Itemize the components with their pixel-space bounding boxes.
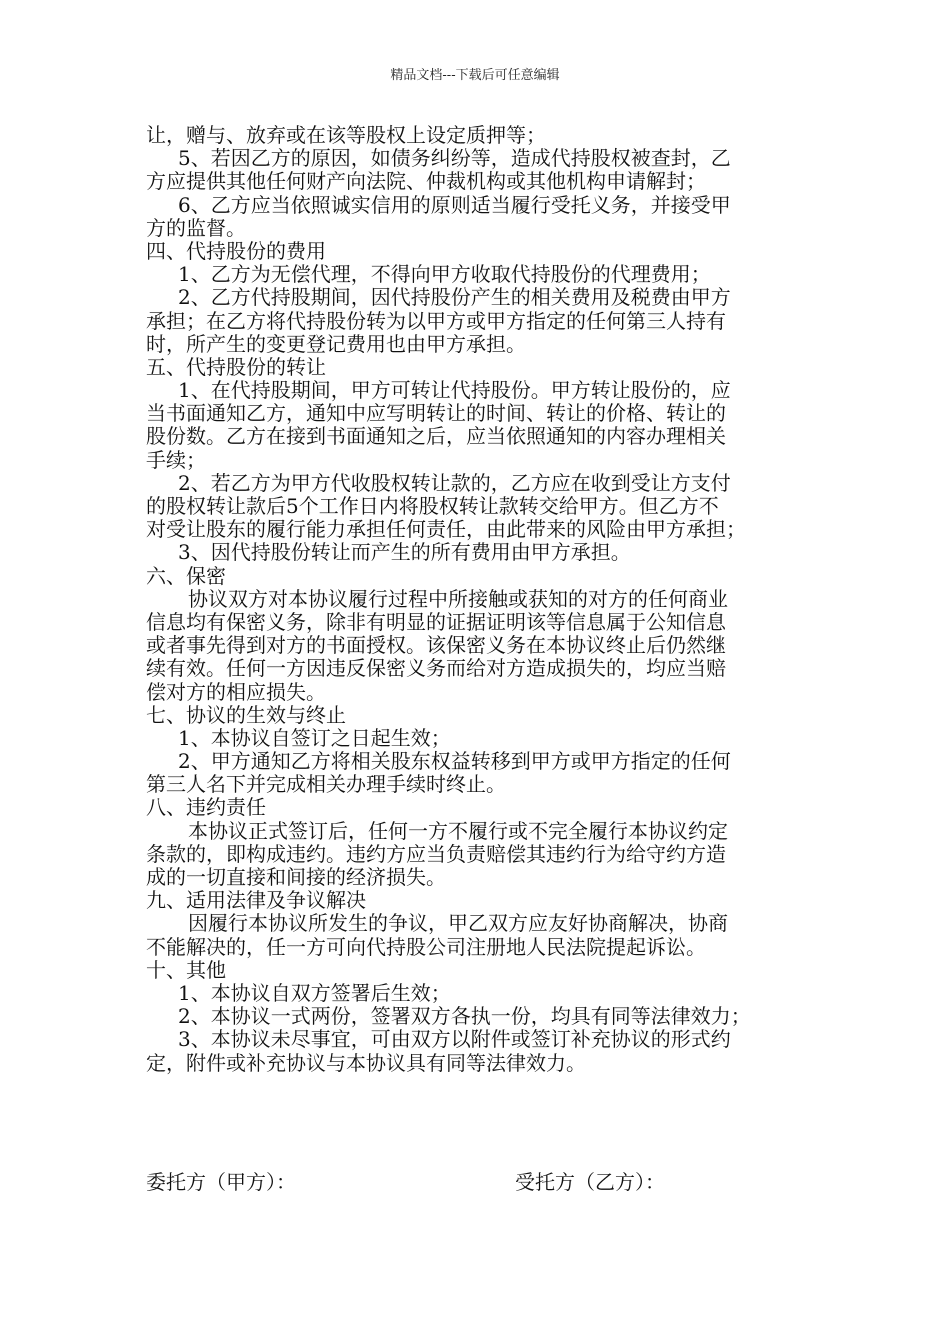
text-line: 方的监督。: [146, 215, 246, 240]
text-line: 1、在代持股期间，甲方可转让代持股份。甲方转让股份的，应: [178, 378, 731, 403]
text-line: 2、本协议一式两份，签署双方各执一份，均具有同等法律效力；: [178, 1004, 751, 1029]
signature-party-b: 受托方（乙方）：: [515, 1170, 665, 1194]
document-body: [146, 124, 816, 1075]
text-line: 九、适用法律及争议解决: [146, 888, 366, 913]
text-line: 协议双方对本协议履行过程中所接触或获知的对方的任何商业: [188, 586, 728, 611]
text-line: 2、若乙方为甲方代收股权转让款的，乙方应在收到受让方支付: [178, 470, 731, 495]
text-line: 续有效。任何一方因违反保密义务而给对方造成损失的，均应当赔: [146, 656, 726, 681]
text-line: 定，附件或补充协议与本协议具有同等法律效力。: [146, 1050, 586, 1075]
text-line: 十、其他: [146, 957, 226, 982]
text-line: 因履行本协议所发生的争议，甲乙双方应友好协商解决，协商: [188, 911, 728, 936]
text-line: 1、乙方为无偿代理，不得向甲方收取代持股份的代理费用；: [178, 262, 711, 287]
text-line: 1、本协议自签订之日起生效；: [178, 725, 451, 750]
text-line: 2、乙方代持股期间，因代持股份产生的相关费用及税费由甲方: [178, 285, 731, 310]
text-line: 2、甲方通知乙方将相关股东权益转移到甲方或甲方指定的任何: [178, 749, 731, 774]
text-line: 让，赠与、放弃或在该等股权上设定质押等；: [146, 123, 546, 147]
text-line: 或者事先得到对方的书面授权。该保密义务在本协议终止后仍然继: [146, 633, 726, 658]
text-line: 条款的，即构成违约。违约方应当负责赔偿其违约行为给守约方造: [146, 841, 726, 866]
text-line: 方应提供其他任何财产向法院、仲裁机构或其他机构申请解封；: [146, 169, 706, 194]
text-line: 1、本协议自双方签署后生效；: [178, 980, 451, 1005]
text-line: 的股权转让款后5个工作日内将股权转让款转交给甲方。但乙方不: [146, 494, 719, 518]
text-line: 不能解决的，任一方可向代持股公司注册地人民法院提起诉讼。: [146, 934, 706, 959]
text-line: 6、乙方应当依照诚实信用的原则适当履行受托义务，并接受甲: [178, 192, 731, 217]
text-line: 对受让股东的履行能力承担任何责任，由此带来的风险由甲方承担；: [146, 517, 746, 542]
text-line: 信息均有保密义务，除非有明显的证据证明该等信息属于公知信息: [146, 609, 726, 634]
text-line: 成的一切直接和间接的经济损失。: [146, 865, 446, 889]
text-line: 股份数。乙方在接到书面通知之后，应当依照通知的内容办理相关: [146, 424, 726, 449]
text-line: 六、保密: [146, 563, 226, 588]
text-line: 四、代持股份的费用: [146, 238, 326, 263]
text-line: 手续；: [146, 447, 206, 472]
text-line: 当书面通知乙方，通知中应写明转让的时间、转让的价格、转让的: [146, 401, 726, 426]
text-line: 第三人名下并完成相关办理手续时终止。: [146, 772, 506, 797]
text-line: 5、若因乙方的原因，如债务纠纷等，造成代持股权被查封，乙: [178, 146, 731, 171]
text-line: 承担；在乙方将代持股份转为以甲方或甲方指定的任何第三人持有: [146, 308, 726, 333]
text-line: 本协议正式签订后，任何一方不履行或不完全履行本协议约定: [188, 818, 728, 843]
text-line: 偿对方的相应损失。: [146, 679, 326, 704]
text-line: 五、代持股份的转让: [146, 354, 326, 379]
signature-party-a: 委托方（甲方）：: [146, 1170, 296, 1194]
text-line: 七、协议的生效与终止: [146, 702, 346, 727]
text-line: 时，所产生的变更登记费用也由甲方承担。: [146, 331, 526, 356]
text-line: 3、本协议未尽事宜，可由双方以附件或签订补充协议的形式约: [178, 1027, 731, 1052]
text-line: 八、违约责任: [146, 795, 266, 820]
page-header: 精品文档---下载后可任意编辑: [390, 68, 560, 83]
text-line: 3、因代持股份转让而产生的所有费用由甲方承担。: [178, 540, 631, 565]
